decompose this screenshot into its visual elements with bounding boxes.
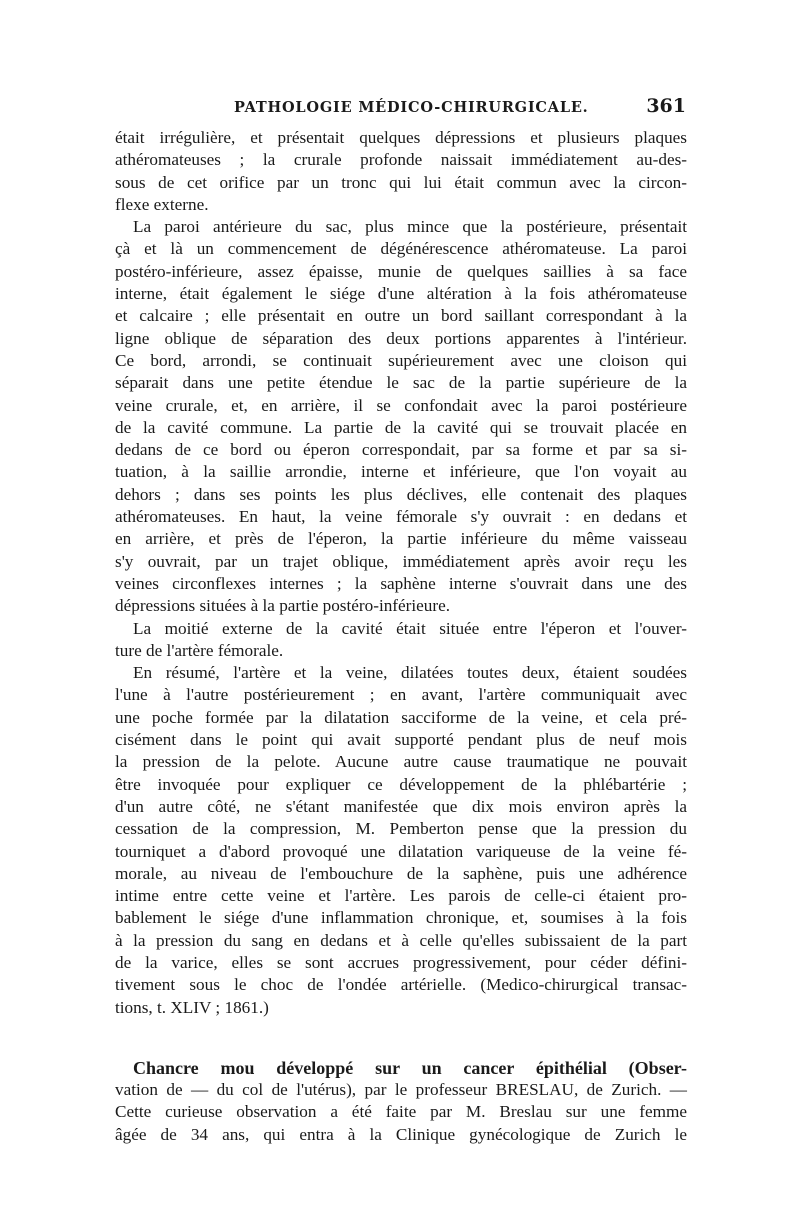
text-line: d'un autre côté, ne s'étant manifestée que dix mois environ après la xyxy=(115,796,687,816)
running-title: PATHOLOGIE MÉDICO-CHIRURGICALE. xyxy=(234,99,589,116)
text-line: à la pression du sang en dedans et à celle qu'elles subissaient de la part xyxy=(115,930,687,950)
paragraph xyxy=(115,618,687,663)
text-line: La moitié externe de la cavité était située entre l'éperon et l'ouver- xyxy=(133,618,687,638)
text-line: ligne oblique de séparation des deux portions apparentes à l'intérieur. xyxy=(115,328,687,348)
running-head xyxy=(118,95,686,121)
text-line: athéromateuses ; la crurale profonde naissait immédiatement au-des- xyxy=(115,150,687,170)
text-line: En résumé, l'artère et la veine, dilatées toutes deux, étaient soudées xyxy=(133,663,687,683)
text-line: cessation de la compression, M. Pemberton pense que la pression du xyxy=(115,819,687,839)
text-line: cisément dans le point qui avait supporté pendant plus de neuf mois xyxy=(115,730,687,750)
text-line: flexe externe. xyxy=(115,194,209,214)
text-line: tivement sous le choc de l'ondée artérielle. (Medico-chirurgical transac- xyxy=(115,975,687,995)
text-line: dehors ; dans ses points les plus déclives, elle contenait des plaques xyxy=(115,484,687,504)
body-text xyxy=(115,127,687,1146)
text-line: vation de — du col de l'utérus), par le professeur BRESLAU, de Zurich. — xyxy=(115,1080,687,1100)
text-line: était irrégulière, et présentait quelques dépressions et plusieurs plaques xyxy=(115,128,687,147)
text-line: La paroi antérieure du sac, plus mince que la postérieure, présentait xyxy=(133,217,687,237)
section-gap xyxy=(115,1019,687,1057)
text-line: dedans de ce bord ou éperon correspondait, par sa forme et par sa si- xyxy=(115,440,687,460)
article-heading-line: Chancre mou développé sur un cancer épithélial (Obser- xyxy=(133,1057,687,1078)
text-line: tions, t. XLIV ; 1861.) xyxy=(115,997,269,1017)
text-line: interne, était également le siége d'une altération à la fois athéromateuse xyxy=(115,284,687,304)
text-line: une poche formée par la dilatation sacciforme de la veine, et cela pré- xyxy=(115,707,687,727)
text-line: et calcaire ; elle présentait en outre un bord saillant correspondant à la xyxy=(115,306,687,326)
text-line: séparait dans une petite étendue le sac de la partie supérieure de la xyxy=(115,373,687,393)
text-line: morale, au niveau de l'embouchure de la saphène, puis une adhérence xyxy=(115,863,687,883)
text-line: tourniquet a d'abord provoqué une dilatation variqueuse de la veine fé- xyxy=(115,841,687,861)
text-line: ture de l'artère fémorale. xyxy=(115,640,284,660)
text-line: dépressions situées à la partie postéro-inférieure. xyxy=(115,596,451,616)
text-line: Cette curieuse observation a été faite par M. Breslau sur une femme xyxy=(115,1102,687,1122)
text-line: bablement le siége d'une inflammation chronique, et, soumises à la fois xyxy=(115,908,687,928)
text-line: de la cavité commune. La partie de la cavité qui se trouvait placée en xyxy=(115,417,687,437)
paragraph xyxy=(115,127,687,216)
text-line: veine crurale, et, en arrière, il se confondait avec la paroi postérieure xyxy=(115,395,687,415)
text-line: sous de cet orifice par un tronc qui lui était commun avec la circon- xyxy=(115,172,687,192)
paragraph xyxy=(115,216,687,617)
text-line: âgée de 34 ans, qui entra à la Clinique gynécologique de Zurich le xyxy=(115,1124,687,1144)
text-line: intime entre cette veine et l'artère. Les parois de celle-ci étaient pro- xyxy=(115,886,687,906)
text-line: tuation, à la saillie arrondie, interne et inférieure, que l'on voyait au xyxy=(115,462,687,482)
text-line: en arrière, et près de l'éperon, la partie inférieure du même vaisseau xyxy=(115,529,687,549)
text-line: postéro-inférieure, assez épaisse, munie de quelques saillies à sa face xyxy=(115,261,687,281)
text-line: s'y ouvrait, par un trajet oblique, immédiatement après avoir reçu les xyxy=(115,551,687,571)
text-line: la pression de la pelote. Aucune autre cause traumatique ne pouvait xyxy=(115,752,687,772)
text-line: de la varice, elles se sont accrues progressivement, pour céder défini- xyxy=(115,952,687,972)
text-line: Ce bord, arrondi, se continuait supérieurement avec une cloison qui xyxy=(115,350,687,370)
text-line: athéromateuses. En haut, la veine fémorale s'y ouvrait : en dedans et xyxy=(115,507,687,527)
text-line: çà et là un commencement de dégénérescence athéromateuse. La paroi xyxy=(115,239,687,259)
article-paragraph xyxy=(115,1057,687,1146)
page-number: 361 xyxy=(646,95,686,117)
text-line: veines circonflexes internes ; la saphène interne s'ouvrait dans une des xyxy=(115,573,687,593)
text-line: être invoquée pour expliquer ce développement de la phlébartérie ; xyxy=(115,774,687,794)
text-line: l'une à l'autre postérieurement ; en avant, l'artère communiquait avec xyxy=(115,685,687,705)
paragraph xyxy=(115,662,687,1019)
